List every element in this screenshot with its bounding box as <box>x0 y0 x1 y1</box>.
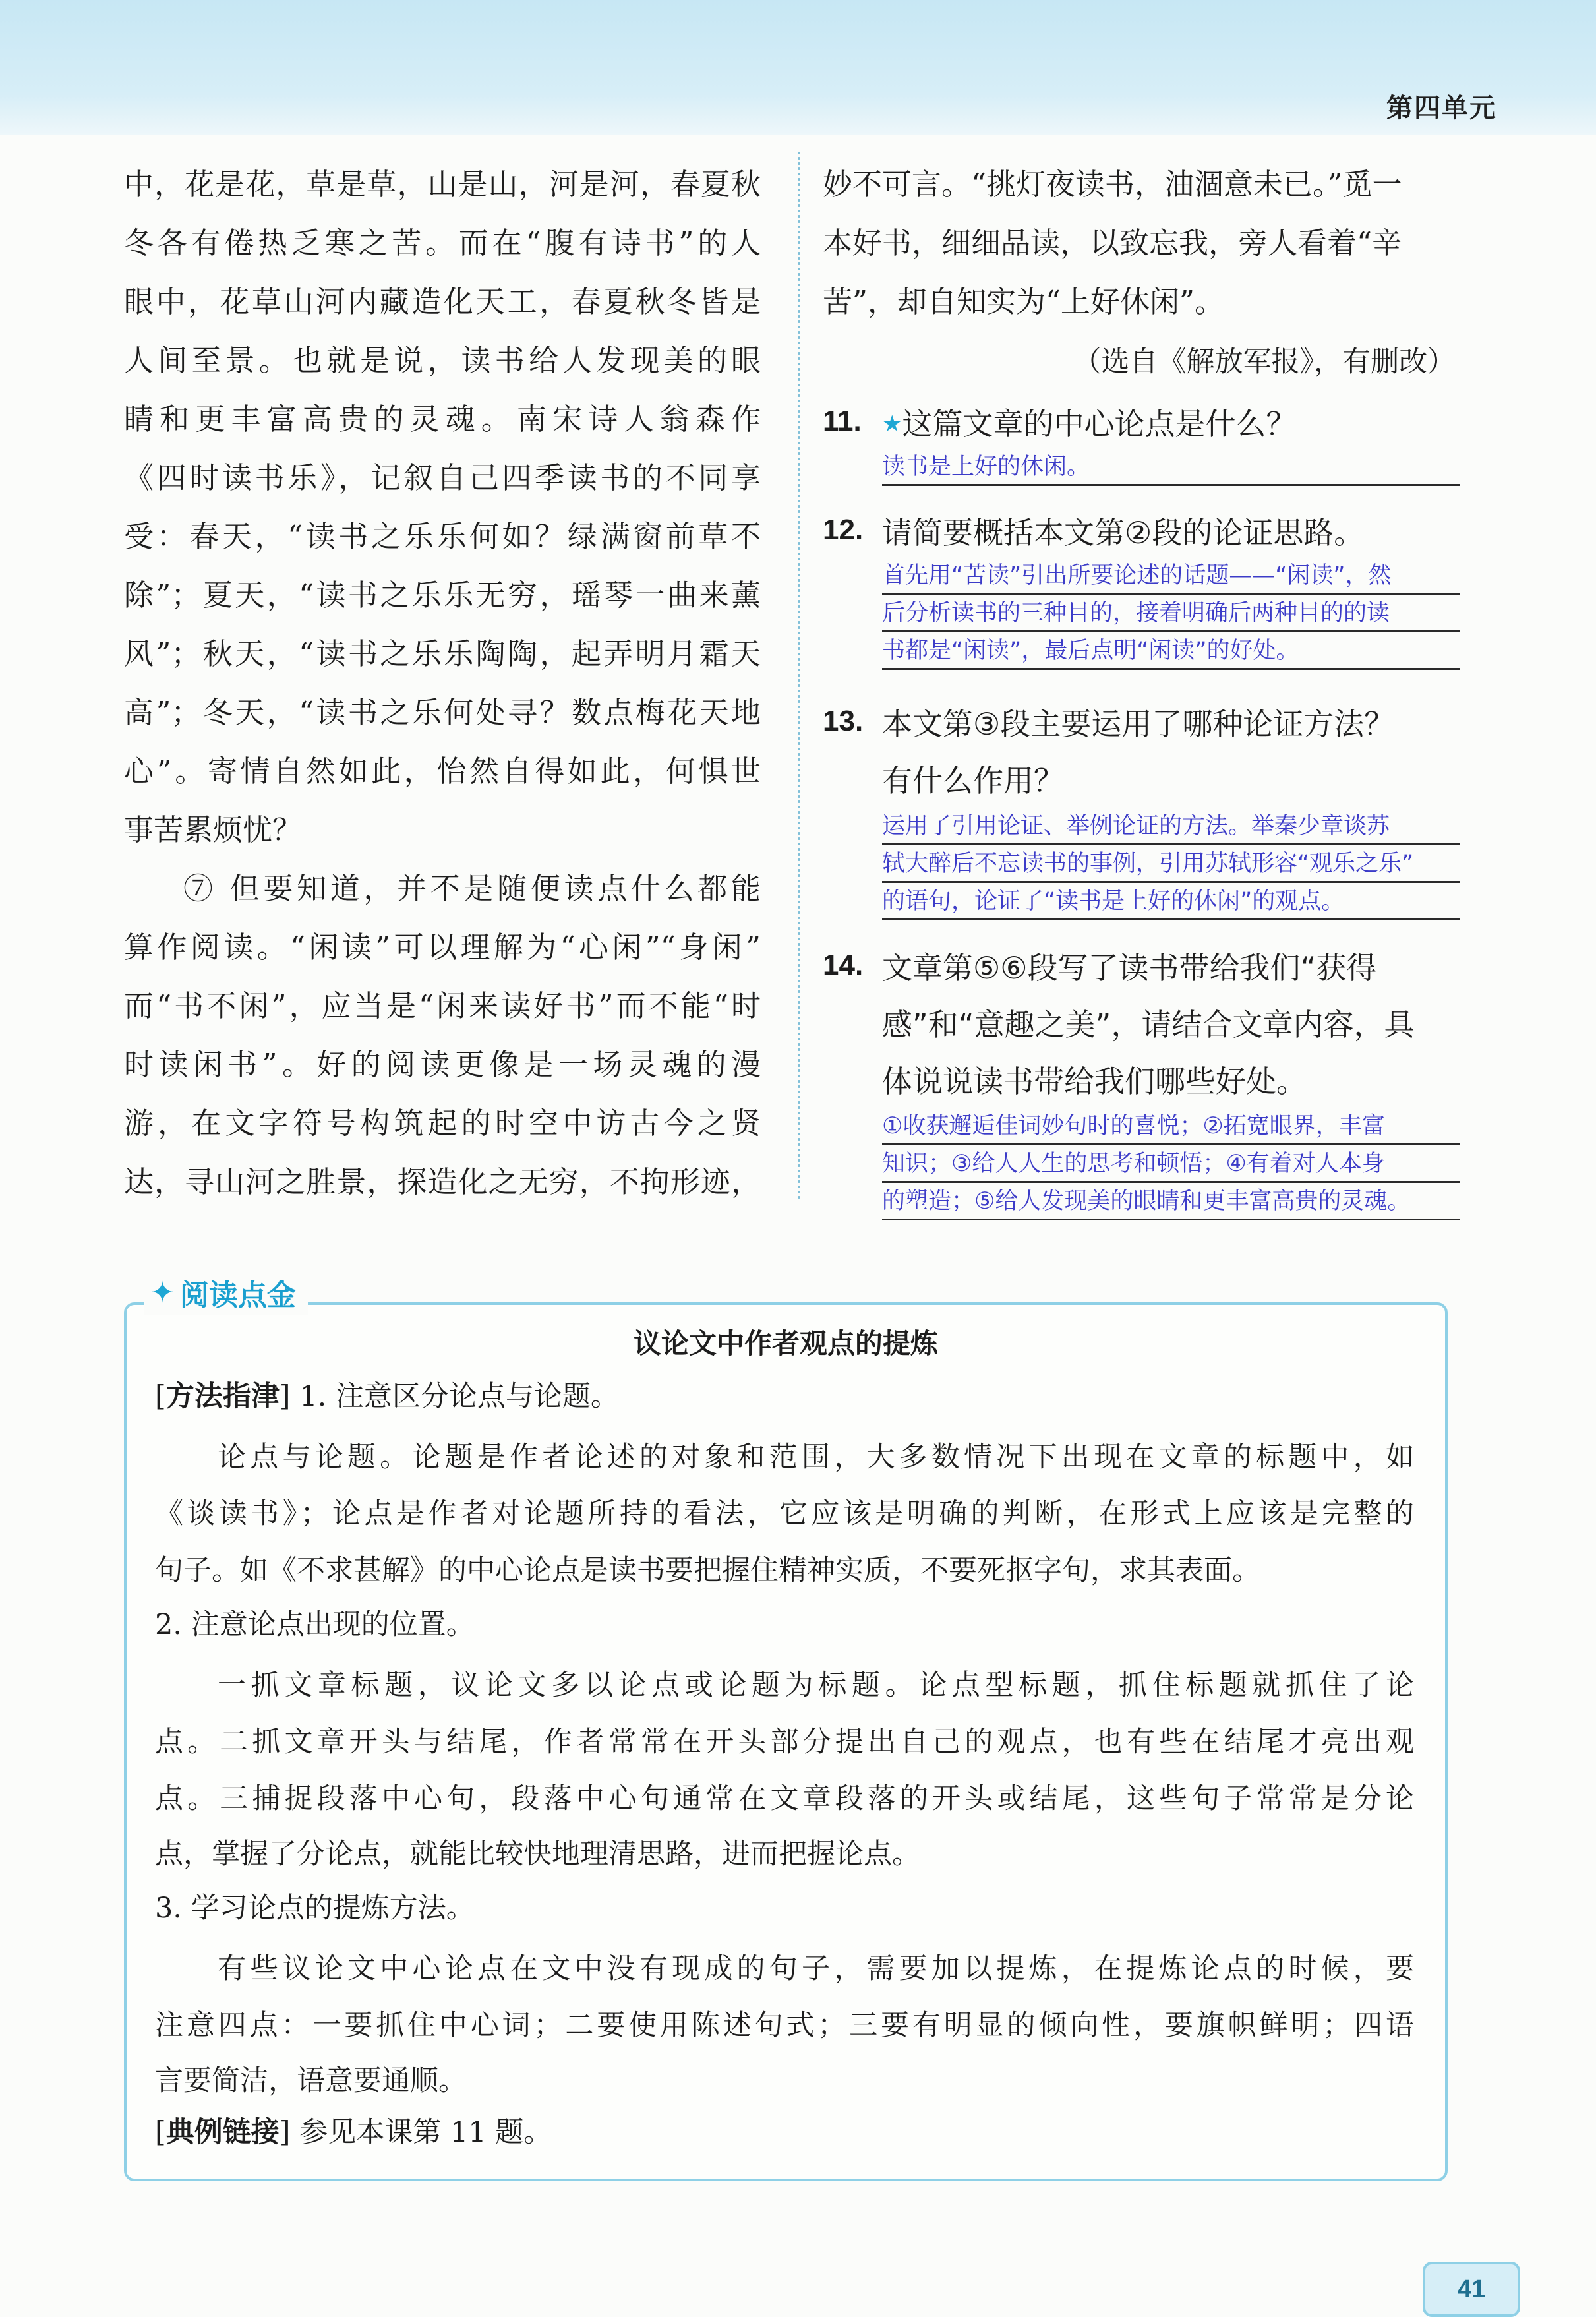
text-line: 点，掌握了分论点，就能比较快地理清思路，进而把握论点。 <box>155 1838 920 1871</box>
text-line: 时读闲书”。好的阅读更像是一场灵魂的漫 <box>124 1047 761 1082</box>
answer-line: 后分析读书的三种目的，接着明确后两种目的的读 <box>882 595 1460 632</box>
method-tag: 方法指津 <box>165 1380 280 1413</box>
text-line: 人间至景。也就是说，读书给人发现美的眼 <box>124 343 761 378</box>
section-heading: 3. 学习论点的提炼方法。 <box>155 1892 475 1925</box>
text-line: 除”；夏天，“读书之乐乐无穷，瑶琴一曲来薰 <box>124 578 761 613</box>
question-text: 这篇文章的中心论点是什么？ <box>902 406 1297 442</box>
question-text: 体说说读书带给我们哪些好处。 <box>882 1064 1307 1099</box>
text-line: 点。三捕捉段落中心句，段落中心句通常在文章段落的开头或结尾，这些句子常常是分论 <box>155 1782 1414 1815</box>
text-line: 言要简洁，语意要通顺。 <box>155 2064 467 2097</box>
sparkle-icon: ✦ <box>150 1275 175 1309</box>
question-text: 请简要概括本文第②段的论证思路。 <box>882 515 1365 551</box>
text-line: 眼中，花草山河内藏造化天工，春夏秋冬皆是 <box>124 284 761 319</box>
source-citation: （选自《解放军报》，有删改） <box>1073 346 1456 378</box>
text-line: 游，在文字符号构筑起的时空中访古今之贤 <box>124 1106 761 1141</box>
text-line: 而“书不闲”，应当是“闲来读好书”而不能“时 <box>124 988 761 1023</box>
question-number: 14. <box>823 949 864 981</box>
tab-label: 阅读点金 <box>179 1279 296 1312</box>
left-column <box>124 155 761 1211</box>
method-text: 1. 注意区分论点与论题。 <box>299 1380 619 1413</box>
answer-line: 书都是“闲读”，最后点明“闲读”的好处。 <box>882 632 1460 670</box>
text-line: 妙不可言。“挑灯夜读书，油涸意未已。”觅一 <box>823 167 1402 202</box>
text-line: 中，花是花，草是草，山是山，河是河，春夏秋 <box>124 167 761 202</box>
text-line: 算作阅读。“闲读”可以理解为“心闲”“身闲” <box>124 930 761 965</box>
section-heading: 2. 注意论点出现的位置。 <box>155 1608 475 1641</box>
answer-line: 首先用“苦读”引出所要论述的话题——“闲读”，然 <box>882 557 1460 595</box>
unit-title: 第四单元 <box>1386 93 1497 123</box>
text-line: 《谈读书》；论点是作者对论题所持的看法，它应该是明确的判断，在形式上应该是完整的 <box>155 1497 1414 1530</box>
text-line: 事苦累烦忧？ <box>124 812 303 847</box>
answer-line: 知识；③给人人生的思考和顿悟；④有着对人本身 <box>882 1145 1460 1183</box>
reading-tips-tab <box>144 1269 308 1315</box>
answer-line: 轼大醉后不忘读书的事例，引用苏轼形容“观乐之乐” <box>882 845 1460 883</box>
star-icon: ★ <box>882 411 902 437</box>
answer-line: ①收获邂逅佳词妙句时的喜悦；②拓宽眼界，丰富 <box>882 1108 1460 1145</box>
text-line: 注意四点：一要抓住中心词；二要使用陈述句式；三要有明显的倾向性，要旗帜鲜明；四语 <box>155 2009 1414 2042</box>
question-number: 13. <box>823 705 864 737</box>
text-line: 达，寻山河之胜景，探造化之无穷，不拘形迹， <box>124 1164 761 1199</box>
method-line: [方法指津] 1. 注意区分论点与论题。 <box>155 1380 619 1413</box>
text-line: 高”；冬天，“读书之乐何处寻？数点梅花天地 <box>124 695 761 730</box>
question-text: 有什么作用？ <box>882 763 1064 798</box>
box-title: 议论文中作者观点的提炼 <box>633 1327 938 1360</box>
question-number: 12. <box>823 514 864 546</box>
text-line: 苦”，却自知实为“上好休闲”。 <box>823 284 1225 319</box>
question-text: 文章第⑤⑥段写了读书带给我们“获得 <box>882 950 1377 986</box>
question-text: 感”和“意趣之美”，请结合文章内容，具 <box>882 1007 1415 1042</box>
text-line: 睛和更丰富高贵的灵魂。南宋诗人翁森作 <box>124 402 761 436</box>
text-line: ⑦ 但要知道，并不是随便读点什么都能 <box>183 871 761 906</box>
example-text: 参见本课第 11 题。 <box>299 2116 552 2149</box>
question-number: 11. <box>823 405 862 437</box>
text-line: 论点与论题。论题是作者论述的对象和范围，大多数情况下出现在文章的标题中，如 <box>218 1441 1414 1474</box>
question-text: 本文第③段主要运用了哪种论证方法？ <box>882 706 1395 742</box>
text-line: 有些议论文中心论点在文中没有现成的句子，需要加以提炼，在提炼论点的时候，要 <box>218 1952 1414 1985</box>
text-line: 一抓文章标题，议论文多以论点或论题为标题。论点型标题，抓住标题就抓住了论 <box>218 1669 1414 1702</box>
page-number: 41 <box>1423 2262 1520 2317</box>
text-line: 受：春天，“读书之乐乐何如？绿满窗前草不 <box>124 519 761 554</box>
text-line: 《四时读书乐》，记叙自己四季读书的不同享 <box>124 460 761 495</box>
answer <box>882 448 1460 486</box>
example-tag: 典例链接 <box>165 2116 280 2149</box>
text-line: 风”；秋天，“读书之乐乐陶陶，起弄明月霜天 <box>124 636 761 671</box>
answer-line: 的塑造；⑤给人发现美的眼睛和更丰富高贵的灵魂。 <box>882 1183 1460 1220</box>
answer <box>882 557 1460 670</box>
text-line: 冬各有倦热乏寒之苦。而在“腹有诗书”的人 <box>124 226 761 260</box>
text-line: 句子。如《不求甚解》的中心论点是读书要把握住精神实质，不要死抠字句，求其表面。 <box>155 1554 1260 1587</box>
answer <box>882 808 1460 920</box>
answer-line: 的语句，论证了“读书是上好的休闲”的观点。 <box>882 883 1460 920</box>
answer-line: 读书是上好的休闲。 <box>882 448 1460 486</box>
header-band <box>0 0 1596 135</box>
text-line: 心”。寄情自然如此，怡然自得如此，何惧世 <box>124 754 761 789</box>
answer <box>882 1108 1460 1220</box>
text-line: 本好书，细细品读，以致忘我，旁人看着“辛 <box>823 226 1402 260</box>
answer-line: 运用了引用论证、举例论证的方法。举秦少章谈苏 <box>882 808 1460 845</box>
column-divider <box>798 152 800 1200</box>
example-line: [典例链接] 参见本课第 11 题。 <box>155 2116 552 2149</box>
text-line: 点。二抓文章开头与结尾，作者常常在开头部分提出自己的观点，也有些在结尾才亮出观 <box>155 1726 1414 1759</box>
